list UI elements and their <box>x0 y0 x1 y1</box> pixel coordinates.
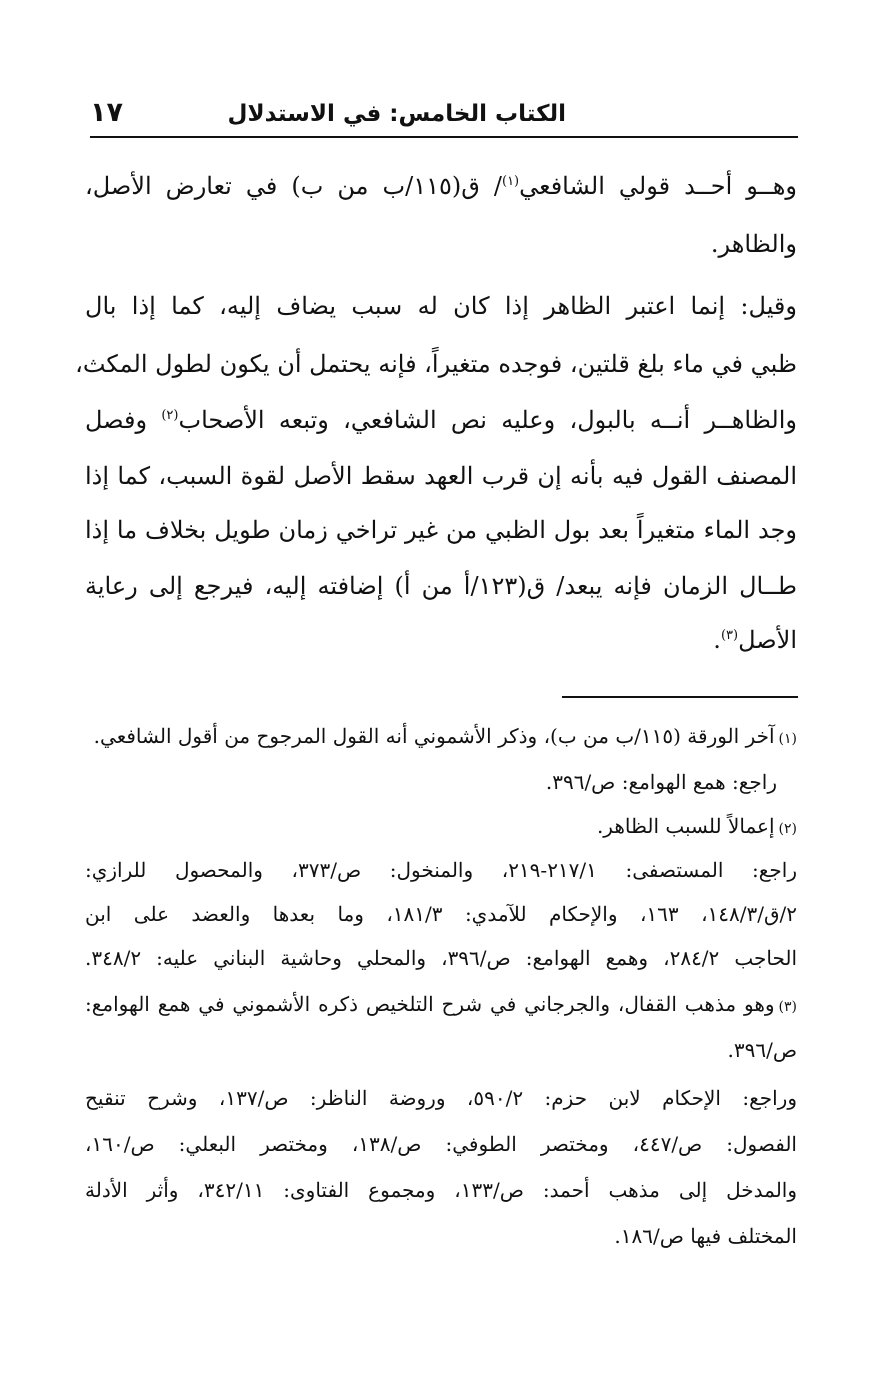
running-header <box>90 96 798 138</box>
footnote-2-line: الحاجب ٢٨٤/٢، وهمع الهوامع: ص/٣٩٦، والمحلي وحاشية البناني عليه: ٣٤٨/٢. <box>85 946 797 970</box>
footnote-2-line: راجع: المستصفى: ٢١٧/١-٢١٩، والمنخول: ص/٣٧٣، والمحصول للرازي: <box>85 858 797 882</box>
footnote-text: آخر الورقة (١١٥/ب من ب)، وذكر الأشموني أنه القول المرجوح من أقول الشافعي. <box>93 724 775 748</box>
footnote-text: إعمالاً للسبب الظاهر. <box>596 814 775 838</box>
text-segment: وهــو أحــد قولي الشافعي <box>519 172 798 200</box>
text-line: وقيل: إنما اعتبر الظاهر إذا كان له سبب يضاف إليه، كما إذا بال <box>85 292 797 320</box>
footnote-text: وهو مذهب القفال، والجرجاني في شرح التلخيص ذكره الأشموني في همع الهوامع: <box>85 992 775 1016</box>
footnote-ref: (٢) <box>161 408 179 423</box>
page-number: ١٧ <box>90 97 123 128</box>
text-line: وجد الماء متغيراً بعد بول الظبي من غير تراخي زمان طويل بخلاف ما إذا <box>85 516 797 544</box>
text-line: ظبي في ماء بلغ قلتين، فوجده متغيراً، فإنه يحتمل أن يكون لطول المكث، <box>75 350 797 378</box>
text-line <box>85 620 797 660</box>
footnote-ref: (١) <box>501 174 520 189</box>
text-segment: والظاهــر أنــه بالبول، وعليه نص الشافعي، وتبعه الأصحاب <box>178 406 797 434</box>
footnote-3-line: الفصول: ص/٤٤٧، ومختصر الطوفي: ص/١٣٨، ومختصر البعلي: ص/١٦٠، <box>85 1132 797 1156</box>
footnote-1-line: راجع: همع الهوامع: ص/٣٩٦. <box>545 770 777 794</box>
footnote-2-line <box>85 808 797 847</box>
footnote-number: (٣) <box>778 999 797 1015</box>
footnote-3-line: والمدخل إلى مذهب أحمد: ص/١٣٣، ومجموع الفتاوى: ٣٤٢/١١، وأثر الأدلة <box>85 1178 798 1202</box>
text-line <box>85 166 797 206</box>
footnote-3-line: وراجع: الإحكام لابن حزم: ٥٩٠/٢، وروضة الناظر: ص/١٣٧، وشرح تنقيح <box>85 1086 797 1110</box>
text-line: المصنف القول فيه بأنه إن قرب العهد سقط الأصل لقوة السبب، كما إذا <box>85 462 797 490</box>
footnote-ref: (٣) <box>720 628 739 643</box>
footnote-number: (١) <box>778 731 797 747</box>
footnote-3-line <box>85 986 797 1025</box>
text-segment: وفصل <box>85 406 162 434</box>
footnote-3-line: ص/٣٩٦. <box>727 1038 797 1062</box>
text-segment: / ق(١١٥/ب من ب) في تعارض الأصل، <box>85 172 502 200</box>
text-line: والظاهر. <box>710 230 797 258</box>
text-line <box>85 400 797 440</box>
text-segment: . <box>713 626 721 654</box>
footnote-2-line: ٢/ق/١٤٨/٣، ١٦٣، والإحكام للآمدي: ١٨١/٣، وما بعدها والعضد على ابن <box>85 902 797 926</box>
footnote-1-line <box>85 718 797 757</box>
text-segment: الأصل <box>738 626 797 654</box>
footnote-number: (٢) <box>778 821 797 837</box>
footnote-separator <box>562 696 798 698</box>
running-header-title: الكتاب الخامس: في الاستدلال <box>227 101 566 127</box>
footnote-3-line: المختلف فيها ص/١٨٦. <box>614 1224 797 1248</box>
text-line: طــال الزمان فإنه يبعد/ ق(١٢٣/أ من أ) إضافته إليه، فيرجع إلى رعاية <box>85 572 797 600</box>
